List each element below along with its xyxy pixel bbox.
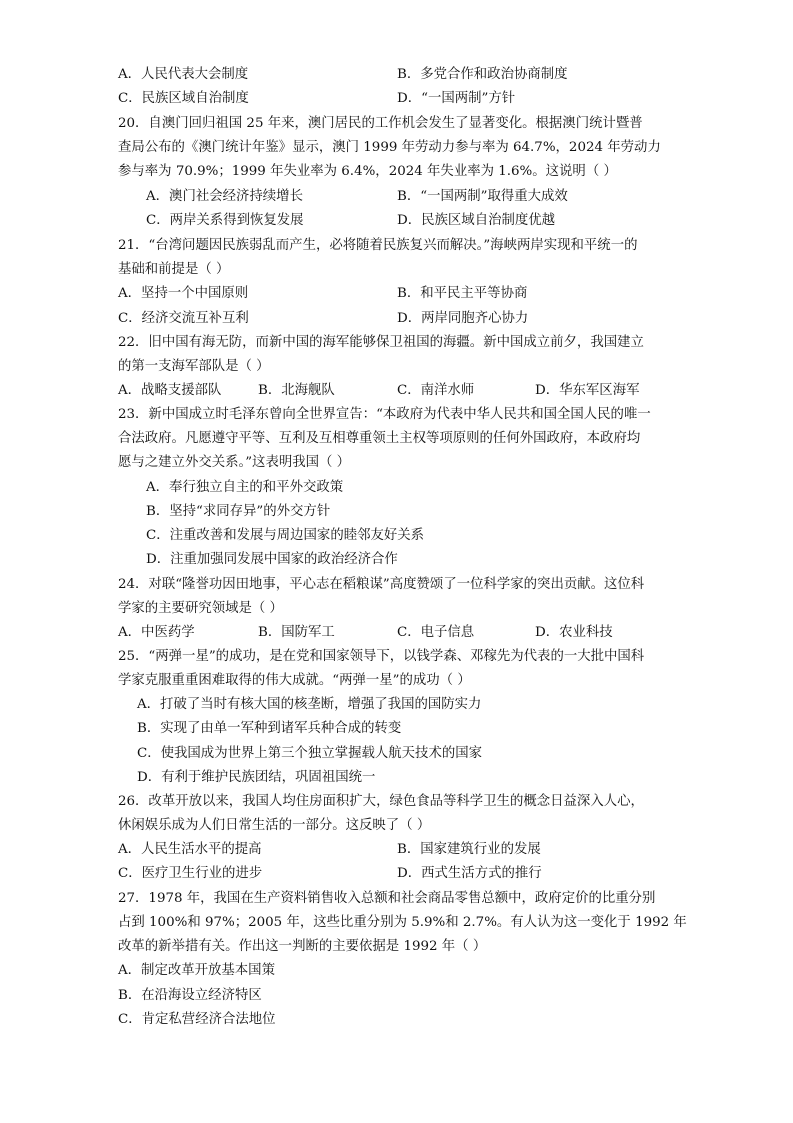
q23-stem-line: 合法政府。凡愿遵守平等、互利及互相尊重领土主权等项原则的任何外国政府，本政府均: [118, 431, 641, 446]
q22-option-b: B．北海舰队: [258, 383, 335, 398]
q25-option-d: D．有利于维护民族团结，巩固祖国统一: [137, 770, 376, 785]
q27-option-c: C．肯定私营经济合法地位: [118, 1012, 276, 1027]
q23-option-d: D．注重加强同发展中国家的政治经济合作: [146, 552, 398, 567]
q24-option-a: A．中医药学: [118, 625, 195, 640]
q21-stem-line: 基础和前提是（ ）: [118, 262, 230, 277]
q19-option-d: D．“一国两制”方针: [397, 91, 516, 106]
q26-option-d: D．西式生活方式的推行: [397, 866, 542, 881]
q20-stem-line: 参与率为 70.9%；1999 年失业率为 6.4%，2024 年失业率为 1.6%。这说明（ ）: [118, 164, 617, 179]
q22-stem-line: 22．旧中国有海无防，而新中国的海军能够保卫祖国的海疆。新中国成立前夕，我国建立: [118, 335, 644, 350]
q19-option-b: B．多党合作和政治协商制度: [397, 67, 568, 82]
q24-stem-line: 学家的主要研究领域是（ ）: [118, 601, 283, 616]
q24-option-b: B．国防军工: [258, 625, 335, 640]
q25-option-b: B．实现了由单一军种到诸军兵种合成的转变: [137, 721, 402, 736]
q27-stem-line: 占到 100%和 97%；2005 年，这些比重分别为 5.9%和 2.7%。有人认为这一变化于 1992 年: [118, 915, 687, 930]
q25-option-c: C．使我国成为世界上第三个独立掌握载人航天技术的国家: [137, 746, 483, 761]
q21-option-b: B．和平民主平等协商: [397, 286, 528, 301]
q20-stem-line: 20．自澳门回归祖国 25 年来，澳门居民的工作机会发生了显著变化。根据澳门统计暨普: [118, 116, 643, 131]
q25-option-a: A．打破了当时有核大国的核垄断，增强了我国的国防实力: [137, 697, 482, 712]
q20-stem-line: 查局公布的《澳门统计年鉴》显示，澳门 1999 年劳动力参与率为 64.7%，2024 年劳动力: [118, 140, 661, 155]
q23-option-c: C．注重改善和发展与周边国家的睦邻友好关系: [146, 528, 425, 543]
q22-option-d: D．华东军区海军: [535, 383, 640, 398]
q25-stem-line: 25．“两弹一星”的成功，是在党和国家领导下，以钱学森、邓稼先为代表的一大批中国科: [118, 649, 645, 664]
q23-option-b: B．坚持“求同存异”的外交方针: [146, 504, 331, 519]
q21-stem-line: 21．“台湾问题因民族弱乱而产生，必将随着民族复兴而解决。”海峡两岸实现和平统一的: [118, 238, 638, 253]
q20-option-d: D．民族区域自治制度优越: [397, 213, 556, 228]
q27-option-b: B．在沿海设立经济特区: [118, 988, 262, 1003]
q23-stem-line: 23．新中国成立时毛泽东曾向全世界宣告：“本政府为代表中华人民共和国全国人民的唯一: [118, 407, 651, 422]
q20-option-a: A．澳门社会经济持续增长: [146, 189, 303, 204]
q22-option-a: A．战略支援部队: [118, 383, 222, 398]
q23-stem-line: 愿与之建立外交关系。”这表明我国（ ）: [118, 455, 351, 470]
q22-option-c: C．南洋水师: [397, 383, 475, 398]
q26-option-a: A．人民生活水平的提高: [118, 842, 262, 857]
q24-option-d: D．农业科技: [535, 625, 613, 640]
q26-option-c: C．医疗卫生行业的进步: [118, 866, 263, 881]
q21-option-a: A．坚持一个中国原则: [118, 286, 249, 301]
q19-option-c: C．民族区域自治制度: [118, 91, 249, 106]
q21-option-c: C．经济交流互补互利: [118, 311, 249, 326]
q27-stem-line: 27．1978 年，我国在生产资料销售收入总额和社会商品零售总额中，政府定价的比重分别: [118, 891, 656, 906]
q25-stem-line: 学家克服重重困难取得的伟大成就。“两弹一星”的成功（ ）: [118, 673, 471, 688]
q20-option-c: C．两岸关系得到恢复发展: [146, 213, 304, 228]
q19-option-a: A．人民代表大会制度: [118, 67, 249, 82]
q26-stem-line: 26．改革开放以来，我国人均住房面积扩大，绿色食品等科学卫生的概念日益深入人心，: [118, 794, 644, 809]
q22-stem-line: 的第一支海军部队是（ ）: [118, 359, 270, 374]
q24-stem-line: 24．对联“隆誉功因田地事，平心志在稻粮谋”高度赞颂了一位科学家的突出贡献。这位科: [118, 577, 645, 592]
q27-stem-line: 改革的新举措有关。作出这一判断的主要依据是 1992 年（ ）: [118, 939, 487, 954]
q21-option-d: D．两岸同胞齐心协力: [397, 311, 529, 326]
q27-option-a: A．制定改革开放基本国策: [118, 963, 275, 978]
q26-option-b: B．国家建筑行业的发展: [397, 842, 541, 857]
q24-option-c: C．电子信息: [397, 625, 475, 640]
q23-option-a: A．奉行独立自主的和平外交政策: [146, 480, 344, 495]
q26-stem-line: 休闲娱乐成为人们日常生活的一部分。这反映了（ ）: [118, 818, 431, 833]
q20-option-b: B．“一国两制”取得重大成效: [397, 189, 568, 204]
